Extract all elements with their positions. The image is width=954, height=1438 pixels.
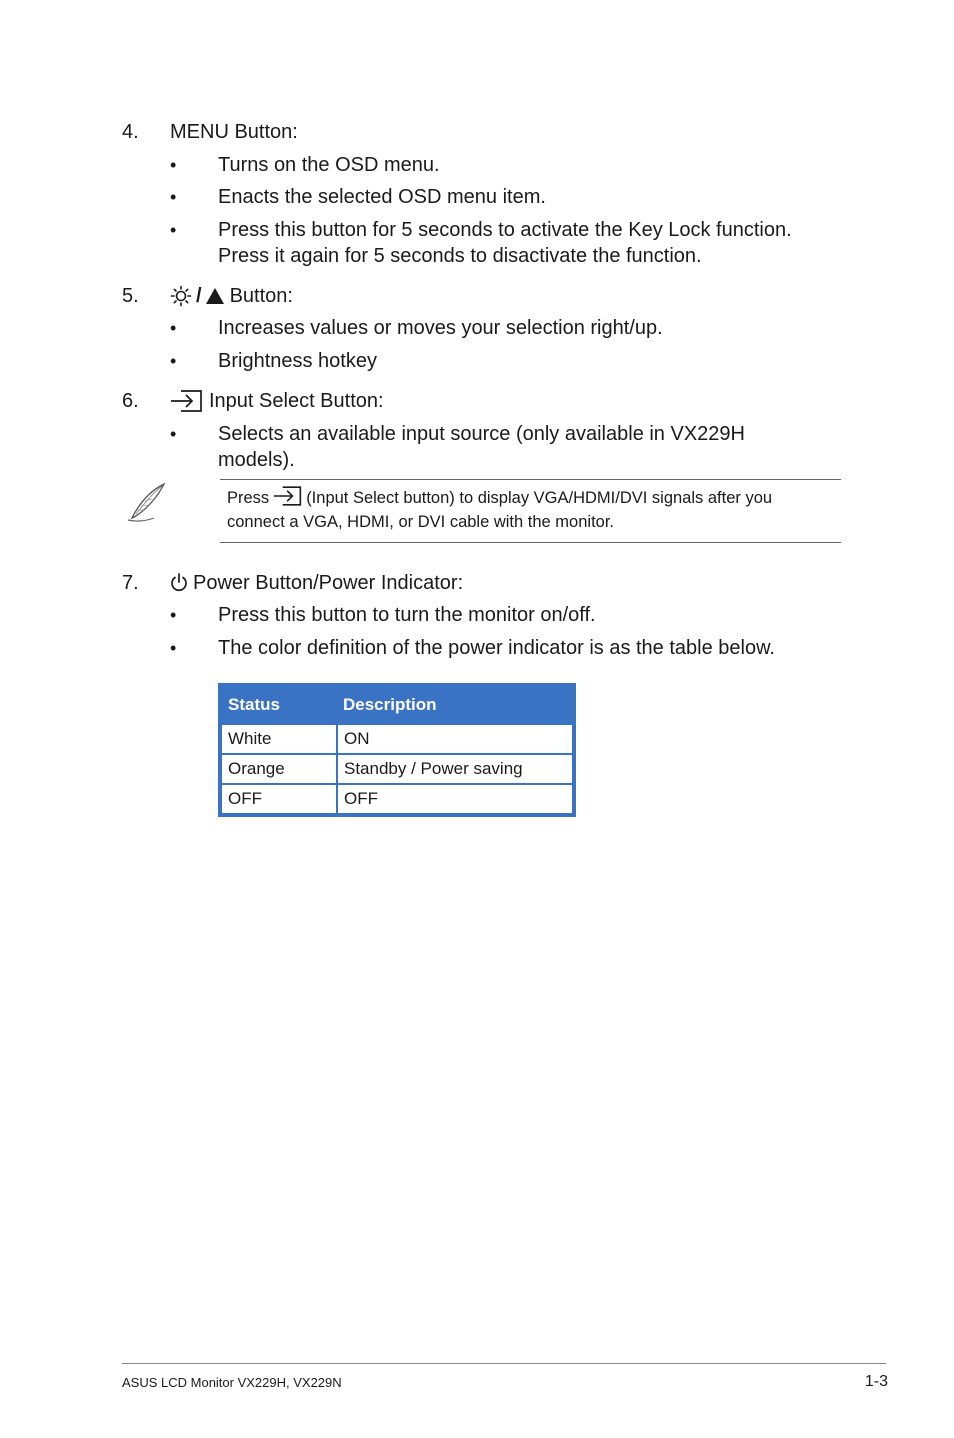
table-cell-description: ON [337, 724, 574, 754]
footer-page-number: 1-3 [864, 1373, 888, 1390]
note-line-1 [227, 486, 772, 513]
bullet: • [170, 605, 177, 625]
bullet: • [170, 187, 177, 207]
table-row [220, 724, 574, 754]
footer-product-name: ASUS LCD Monitor VX229H, VX229N [122, 1375, 342, 1390]
table-cell-status: White [220, 724, 337, 754]
note-line-2: connect a VGA, HDMI, or DVI cable with the monitor. [227, 513, 614, 531]
item-7-title: Power Button/Power Indicator: [193, 572, 464, 594]
note-top-rule [220, 479, 841, 480]
table-row [220, 784, 574, 815]
table-header-row [220, 685, 574, 724]
item-4-bullet-2: Enacts the selected OSD menu item. [218, 186, 546, 208]
bullet: • [170, 220, 177, 240]
item-5-heading [170, 283, 293, 309]
item-5-title: Button: [229, 285, 293, 307]
table-cell-description: Standby / Power saving [337, 754, 574, 784]
bullet: • [170, 638, 177, 658]
up-triangle-icon [205, 287, 225, 305]
item-6-heading [170, 388, 384, 414]
item-4-bullet-3: Press this button for 5 seconds to activate the Key Lock function. [218, 219, 792, 241]
note-bottom-rule [220, 542, 841, 543]
power-indicator-table [218, 683, 576, 817]
power-icon [170, 573, 188, 593]
item-7-bullet-1: Press this button to turn the monitor on/off. [218, 604, 596, 626]
item-7-bullet-2: The color definition of the power indicator is as the table below. [218, 637, 775, 659]
note-pen-icon [124, 480, 170, 529]
table-cell-description: OFF [337, 784, 574, 815]
input-select-icon [170, 390, 204, 412]
item-5-bullet-2: Brightness hotkey [218, 350, 377, 372]
bullet: • [170, 155, 177, 175]
table-cell-status: OFF [220, 784, 337, 815]
item-6-number: 6. [122, 390, 139, 412]
item-4-number: 4. [122, 121, 139, 143]
item-7-number: 7. [122, 572, 139, 594]
table-row [220, 754, 574, 784]
item-4-bullet-3-cont: Press it again for 5 seconds to disactivate the function. [218, 245, 702, 267]
bullet: • [170, 318, 177, 338]
bullet: • [170, 351, 177, 371]
item-4-title: MENU Button: [170, 121, 298, 143]
item-6-bullet-1: Selects an available input source (only available in VX229H [218, 423, 745, 445]
brightness-icon [170, 285, 192, 307]
item-5-bullet-1: Increases values or moves your selection right/up. [218, 317, 663, 339]
footer-rule [122, 1363, 886, 1364]
slash-separator: / [196, 285, 202, 307]
input-select-icon [273, 486, 303, 513]
bullet: • [170, 424, 177, 444]
item-7-heading [170, 570, 463, 596]
item-5-number: 5. [122, 285, 139, 307]
table-header-status: Status [220, 685, 337, 724]
table-header-description: Description [337, 685, 574, 724]
note-line-1-text: (Input Select button) to display VGA/HDMI/DVI signals after you [306, 489, 773, 507]
note-press-word: Press [227, 489, 270, 507]
item-6-title: Input Select Button: [209, 390, 384, 412]
item-4-bullet-1: Turns on the OSD menu. [218, 154, 440, 176]
item-6-bullet-1-cont: models). [218, 449, 295, 471]
table-cell-status: Orange [220, 754, 337, 784]
